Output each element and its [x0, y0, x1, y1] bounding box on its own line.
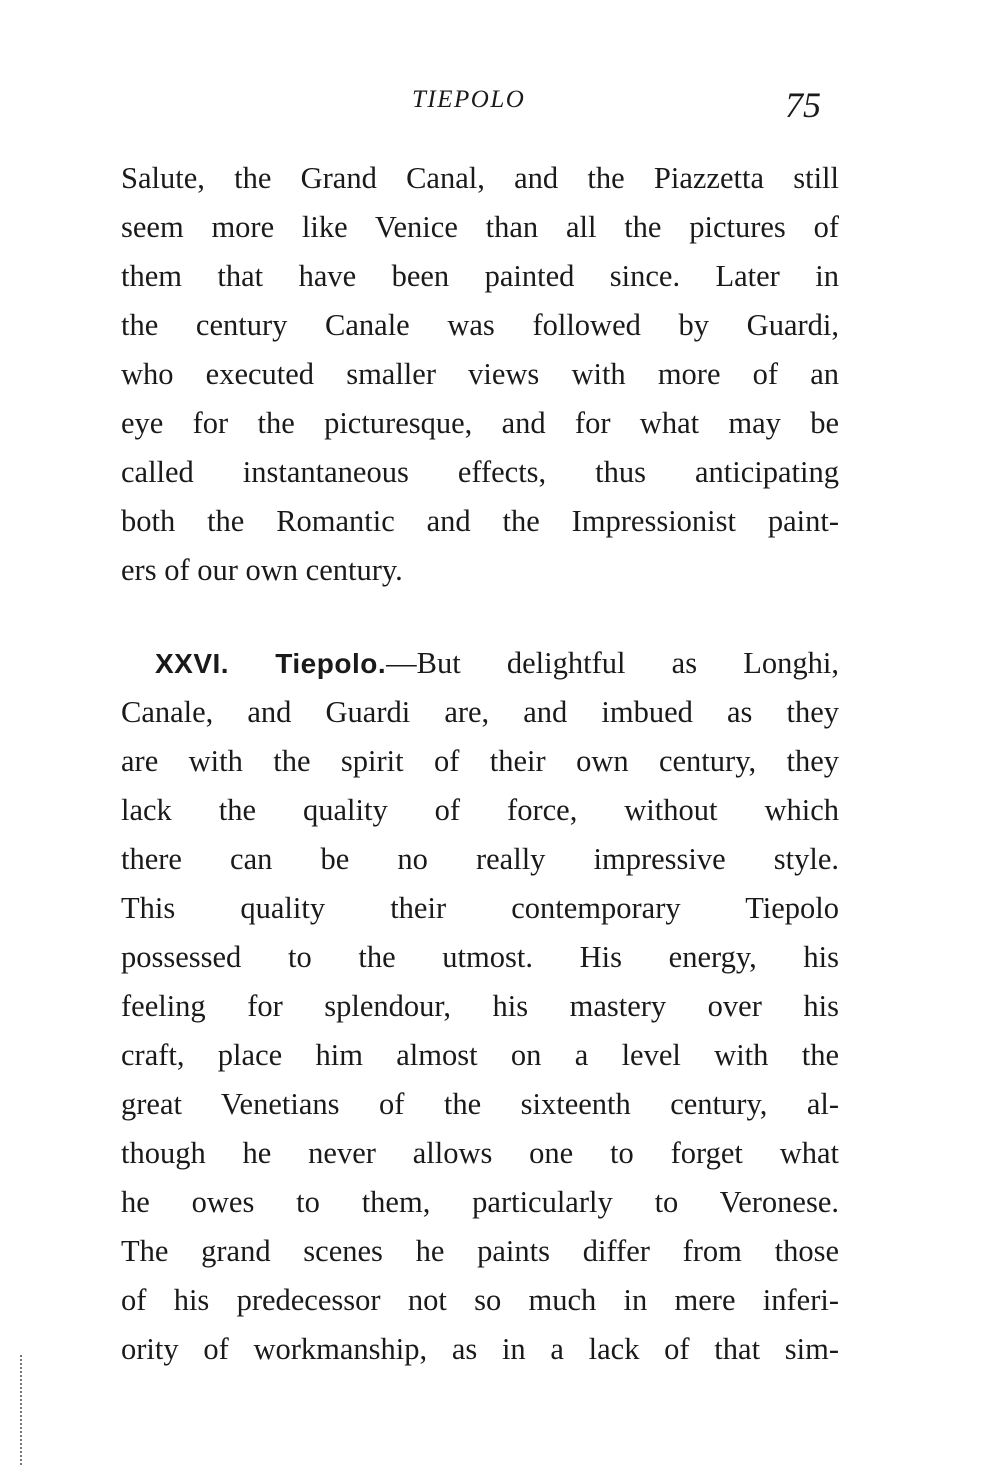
- text-line: ority of workmanship, as in a lack of that sim-: [121, 1332, 839, 1366]
- paragraph-1: [121, 154, 839, 595]
- text-line: possessed to the utmost. His energy, his: [121, 940, 839, 974]
- text-line: Salute, the Grand Canal, and the Piazzetta still: [121, 161, 839, 195]
- section-first-line-text: —But delightful as Longhi,: [386, 646, 839, 680]
- running-head: [0, 84, 1000, 128]
- text-line: are with the spirit of their own century, they: [121, 744, 839, 778]
- text-line: called instantaneous effects, thus anticipating: [121, 455, 839, 489]
- text-line: them that have been painted since. Later in: [121, 259, 839, 293]
- paragraph-2: [121, 639, 839, 1374]
- text-line: great Venetians of the sixteenth century, al-: [121, 1087, 839, 1121]
- text-line: he owes to them, particularly to Veronese.: [121, 1185, 839, 1219]
- scan-margin-mark: [20, 1355, 24, 1465]
- text-line: eye for the picturesque, and for what may be: [121, 406, 839, 440]
- text-line: feeling for splendour, his mastery over his: [121, 989, 839, 1023]
- text-line: the century Canale was followed by Guardi,: [121, 308, 839, 342]
- text-line: there can be no really impressive style.: [121, 842, 839, 876]
- text-line: ers of our own century.: [121, 553, 403, 587]
- text-line: This quality their contemporary Tiepolo: [121, 891, 839, 925]
- section-number: XXVI.: [155, 648, 230, 679]
- page-number: 75: [785, 85, 821, 125]
- text-line: craft, place him almost on a level with the: [121, 1038, 839, 1072]
- text-line: both the Romantic and the Impressionist paint-: [121, 504, 839, 538]
- text-line: though he never allows one to forget what: [121, 1136, 839, 1170]
- section-heading-line: [121, 639, 839, 688]
- text-line: lack the quality of force, without which: [121, 793, 839, 827]
- running-head-title: TIEPOLO: [412, 86, 526, 113]
- text-line: Canale, and Guardi are, and imbued as they: [121, 695, 839, 729]
- text-line: of his predecessor not so much in mere inferi-: [121, 1283, 839, 1317]
- text-line: who executed smaller views with more of an: [121, 357, 839, 391]
- text-line: The grand scenes he paints differ from those: [121, 1234, 839, 1268]
- section-name: Tiepolo.: [275, 648, 387, 679]
- text-line: seem more like Venice than all the pictures of: [121, 210, 839, 244]
